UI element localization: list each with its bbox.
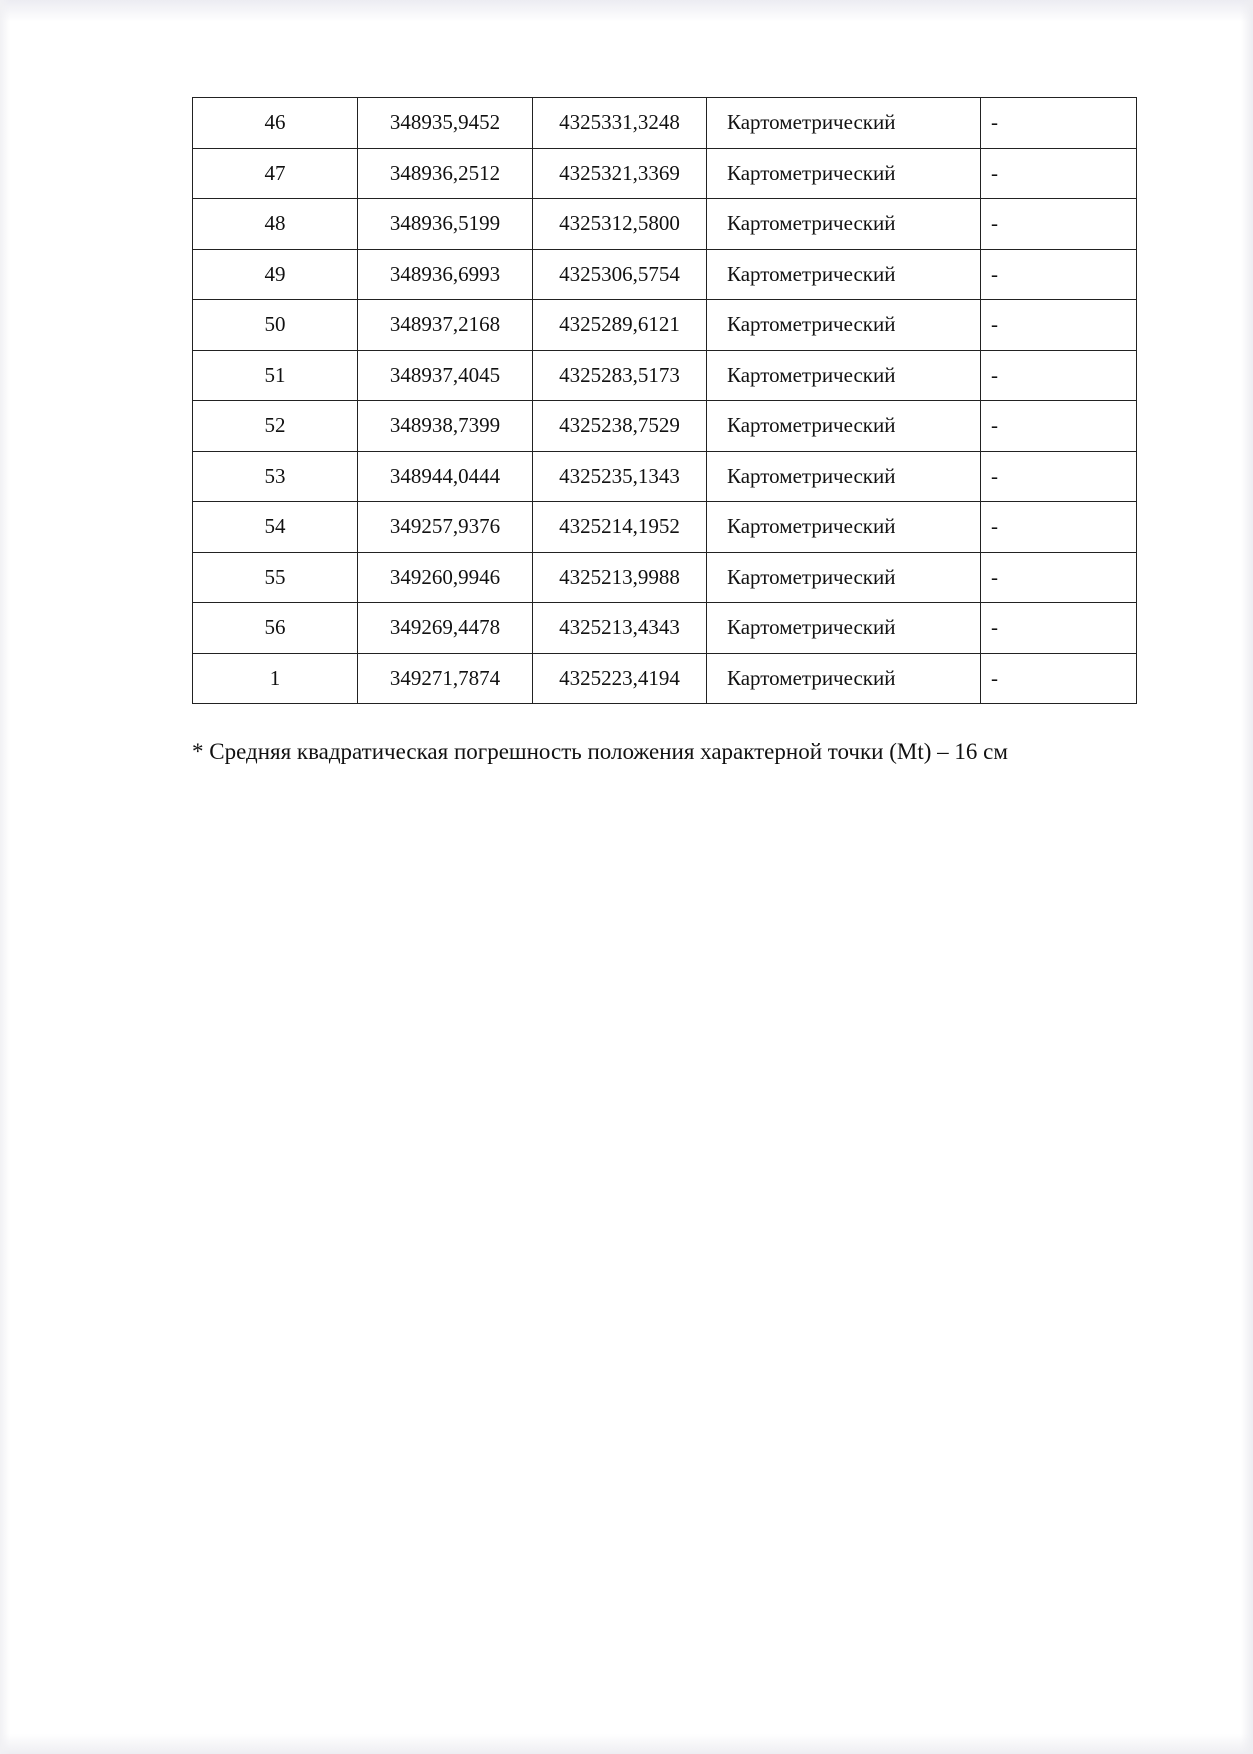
table-row xyxy=(193,300,1137,351)
y-coordinate-cell: 4325214,1952 xyxy=(533,502,707,553)
x-coordinate-cell: 348935,9452 xyxy=(358,98,533,149)
table-row xyxy=(193,148,1137,199)
note-cell: - xyxy=(981,300,1137,351)
point-number-cell: 52 xyxy=(193,401,358,452)
scan-shadow-left xyxy=(0,0,10,1754)
x-coordinate-cell: 348937,2168 xyxy=(358,300,533,351)
x-coordinate-cell: 349269,4478 xyxy=(358,603,533,654)
point-number-cell: 54 xyxy=(193,502,358,553)
coordinates-table xyxy=(192,97,1137,704)
y-coordinate-cell: 4325289,6121 xyxy=(533,300,707,351)
method-cell: Картометрический xyxy=(707,653,981,704)
method-cell: Картометрический xyxy=(707,98,981,149)
y-coordinate-cell: 4325213,9988 xyxy=(533,552,707,603)
x-coordinate-cell: 348936,6993 xyxy=(358,249,533,300)
method-cell: Картометрический xyxy=(707,603,981,654)
x-coordinate-cell: 348936,5199 xyxy=(358,199,533,250)
y-coordinate-cell: 4325235,1343 xyxy=(533,451,707,502)
y-coordinate-cell: 4325306,5754 xyxy=(533,249,707,300)
x-coordinate-cell: 348936,2512 xyxy=(358,148,533,199)
point-number-cell: 49 xyxy=(193,249,358,300)
table-row xyxy=(193,249,1137,300)
method-cell: Картометрический xyxy=(707,451,981,502)
method-cell: Картометрический xyxy=(707,350,981,401)
point-number-cell: 55 xyxy=(193,552,358,603)
table-row xyxy=(193,199,1137,250)
method-cell: Картометрический xyxy=(707,249,981,300)
table-row xyxy=(193,603,1137,654)
x-coordinate-cell: 349260,9946 xyxy=(358,552,533,603)
table-row xyxy=(193,502,1137,553)
note-cell: - xyxy=(981,350,1137,401)
x-coordinate-cell: 348937,4045 xyxy=(358,350,533,401)
point-number-cell: 48 xyxy=(193,199,358,250)
footnote: * Средняя квадратическая погрешность положения характерной точки (Mt) – 16 см xyxy=(192,739,1008,764)
method-cell: Картометрический xyxy=(707,300,981,351)
point-number-cell: 46 xyxy=(193,98,358,149)
note-cell: - xyxy=(981,148,1137,199)
note-cell: - xyxy=(981,98,1137,149)
y-coordinate-cell: 4325321,3369 xyxy=(533,148,707,199)
note-cell: - xyxy=(981,502,1137,553)
y-coordinate-cell: 4325283,5173 xyxy=(533,350,707,401)
point-number-cell: 1 xyxy=(193,653,358,704)
method-cell: Картометрический xyxy=(707,401,981,452)
point-number-cell: 51 xyxy=(193,350,358,401)
method-cell: Картометрический xyxy=(707,199,981,250)
note-cell: - xyxy=(981,653,1137,704)
table-row xyxy=(193,653,1137,704)
y-coordinate-cell: 4325312,5800 xyxy=(533,199,707,250)
scan-shadow-bottom xyxy=(0,1734,1253,1754)
note-cell: - xyxy=(981,552,1137,603)
note-cell: - xyxy=(981,603,1137,654)
x-coordinate-cell: 349271,7874 xyxy=(358,653,533,704)
x-coordinate-cell: 348944,0444 xyxy=(358,451,533,502)
y-coordinate-cell: 4325223,4194 xyxy=(533,653,707,704)
y-coordinate-cell: 4325331,3248 xyxy=(533,98,707,149)
point-number-cell: 50 xyxy=(193,300,358,351)
y-coordinate-cell: 4325213,4343 xyxy=(533,603,707,654)
table-row xyxy=(193,98,1137,149)
point-number-cell: 47 xyxy=(193,148,358,199)
table-row xyxy=(193,552,1137,603)
note-cell: - xyxy=(981,401,1137,452)
scan-shadow-right xyxy=(1241,0,1253,1754)
method-cell: Картометрический xyxy=(707,552,981,603)
note-cell: - xyxy=(981,249,1137,300)
point-number-cell: 56 xyxy=(193,603,358,654)
table-row xyxy=(193,350,1137,401)
x-coordinate-cell: 349257,9376 xyxy=(358,502,533,553)
table-row xyxy=(193,451,1137,502)
point-number-cell: 53 xyxy=(193,451,358,502)
coordinates-table-body xyxy=(193,98,1137,704)
x-coordinate-cell: 348938,7399 xyxy=(358,401,533,452)
method-cell: Картометрический xyxy=(707,502,981,553)
note-cell: - xyxy=(981,451,1137,502)
scan-shadow-top xyxy=(0,0,1253,22)
note-cell: - xyxy=(981,199,1137,250)
table-row xyxy=(193,401,1137,452)
y-coordinate-cell: 4325238,7529 xyxy=(533,401,707,452)
method-cell: Картометрический xyxy=(707,148,981,199)
